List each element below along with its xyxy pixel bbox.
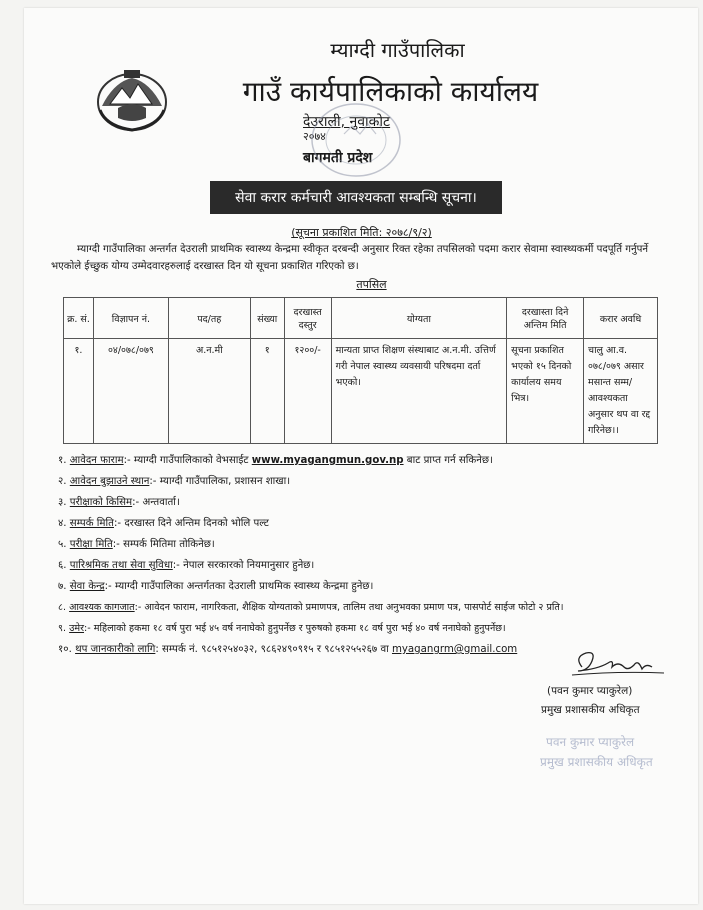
conditions-list xyxy=(58,450,678,660)
list-item: ४. सम्पर्क मिति:- दरखास्त दिने अन्तिम दिनको भोलि पल्ट xyxy=(58,518,269,529)
list-item: १. आवेदन फाराम:- म्याग्दी गाउँपालिकाको वेभसाईट www.myagangmun.gov.np बाट प्राप्त गर्न सकिनेछ। xyxy=(58,455,493,466)
list-item: ७. सेवा केन्द्र:- म्याग्दी गाउँपालिका अन्तर्गतका देउराली प्राथमिक स्वास्थ्य केन्द्रमा हुनेछ। xyxy=(58,581,374,592)
list-item: १०. थप जानकारीको लागि: सम्पर्क नं. ९८५१२५४०३२, ९८६२४९०९१५ र ९८५१२५५२६७ वा myagangrm@gmail.com xyxy=(58,644,518,655)
email-link[interactable]: myagangrm@gmail.com xyxy=(391,644,518,655)
office-address: देउराली, नुवाकोट xyxy=(303,114,391,130)
publish-date: (सूचना प्रकाशित मिति: २०७८/९/२) xyxy=(291,226,432,239)
faded-name-stamp: पवन कुमार प्याकुरेल xyxy=(546,735,635,749)
cell-fee: १२००/- xyxy=(284,339,331,444)
municipality-name: म्याग्दी गाउँपालिका xyxy=(330,38,465,62)
header-ad-no: विज्ञापन नं. xyxy=(93,298,168,339)
table-title: तपसिल xyxy=(356,278,387,291)
intro-paragraph: म्याग्दी गाउँपालिका अन्तर्गत देउराली प्राथमिक स्वास्थ्य केन्द्रमा स्वीकृत दरबन्दी अनुसार रिक्त रहेका तपसिलको पदमा करार सेवामा स्वास्थ्यकर्मी पदपूर्ति गर्नुपर्ने भएकोले ईच्छुक योग्य उम्मेदवारहरुलाई दरखास्त दिन यो सूचना प्रकाशित गरिएको छ। xyxy=(51,244,649,272)
list-item: ९. उमेर:- महिलाको हकमा १८ वर्ष पुरा भई ४५ वर्ष ननाघेको हुनुपर्नेछ र पुरुषको हकमा १८ वर्ष पुरा भई ४० वर्ष ननाघेको हुनुपर्नेछ। xyxy=(58,623,506,634)
list-item: ५. परीक्षा मिति:- सम्पर्क मितिमा तोकिनेछ। xyxy=(58,539,215,550)
table-row xyxy=(64,339,658,444)
cell-qualification: मान्यता प्राप्त शिक्षण संस्थाबाट अ.न.मी. उत्तिर्ण गरी नेपाल स्वास्थ्य व्यवसायी परिषदमा दर्ता भएको। xyxy=(331,339,507,444)
established-year: २०७४ xyxy=(303,130,326,143)
website-link[interactable]: www.myagangmun.gov.np xyxy=(251,455,404,466)
list-item: ८. आवश्यक कागजात:- आवेदन फाराम, नागरिकता, शैक्षिक योग्यताको प्रमाणपत्र, तालिम तथा अनुभवका प्रमाण पत्र, पासपोर्ट साईज फोटो २ प्रति। xyxy=(58,602,564,613)
faded-title-stamp: प्रमुख प्रशासकीय अधिकृत xyxy=(540,755,653,769)
notice-title-banner: सेवा करार कर्मचारी आवश्यकता सम्बन्धि सूचना। xyxy=(210,181,502,214)
office-stamp xyxy=(304,98,414,180)
list-item: ३. परीक्षाको किसिम:- अन्तवार्ता। xyxy=(58,497,180,508)
header-count: संख्या xyxy=(250,298,284,339)
signatory-title: प्रमुख प्रशासकीय अधिकृत xyxy=(541,704,640,716)
office-name: गाउँ कार्यपालिकाको कार्यालय xyxy=(242,75,539,108)
cell-ad-no: ०४/०७८/०७९ xyxy=(93,339,168,444)
cell-serial: १. xyxy=(64,339,94,444)
header-serial: क्र. सं. xyxy=(64,298,94,339)
header-post: पद/तह xyxy=(168,298,250,339)
header-fee: दरखास्त दस्तुर xyxy=(284,298,331,339)
header-qualification: योग्यता xyxy=(331,298,507,339)
list-item: ६. पारिश्रमिक तथा सेवा सुविधा:- नेपाल सरकारको नियमानुसार हुनेछ। xyxy=(58,560,315,571)
province-name: बागमती प्रदेश xyxy=(303,150,373,166)
cell-duration: चालु आ.व. ०७८/०७९ असार मसान्त सम्म/आवश्यकता अनुसार थप वा रद्द गरिनेछ।। xyxy=(584,339,658,444)
cell-deadline: सूचना प्रकाशित भएको १५ दिनको कार्यालय समय भित्र। xyxy=(507,339,584,444)
list-item: २. आवेदन बुझाउने स्थान:- म्याग्दी गाउँपालिका, प्रशासन शाखा। xyxy=(58,476,291,487)
header-duration: करार अवधि xyxy=(584,298,658,339)
cell-post: अ.न.मी xyxy=(168,339,250,444)
signatory-name: (पवन कुमार प्याकुरेल) xyxy=(547,685,633,697)
vacancy-table xyxy=(63,297,658,444)
cell-count: १ xyxy=(250,339,284,444)
table-header-row xyxy=(64,298,658,339)
header-deadline: दरखास्ता दिने अन्तिम मिति xyxy=(507,298,584,339)
signature-image xyxy=(568,645,668,679)
